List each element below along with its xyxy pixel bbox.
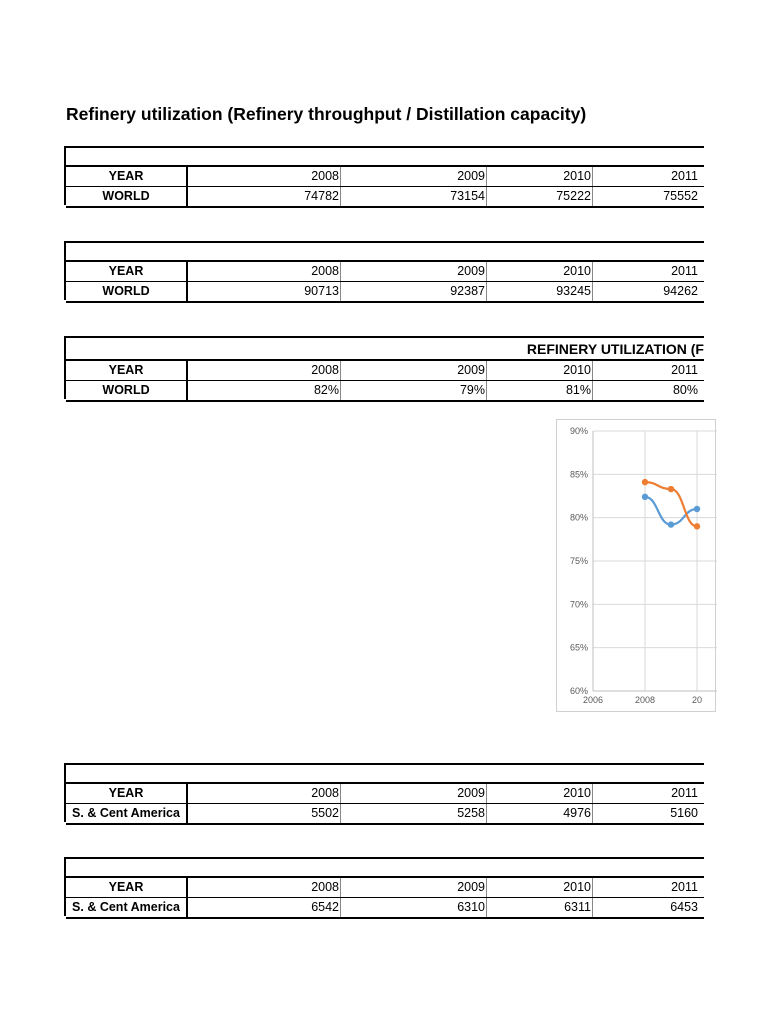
- row-label: YEAR: [66, 878, 188, 897]
- series-0-point: [642, 494, 648, 500]
- row-label: S. & Cent America: [66, 804, 188, 823]
- cell: 6311: [487, 898, 593, 917]
- cell: 2008: [188, 784, 341, 803]
- cell: 6453: [670, 900, 698, 914]
- table-row-values: [66, 804, 704, 825]
- cell: 82%: [188, 381, 341, 400]
- series-1-point: [694, 523, 700, 529]
- cell: 2011: [671, 786, 698, 800]
- y-tick-label: 60%: [569, 686, 588, 696]
- cell: 2009: [341, 361, 487, 380]
- cell: 2011: [671, 169, 698, 183]
- x-tick-label: 2008: [634, 695, 656, 705]
- cell: 93245: [487, 282, 593, 301]
- row-label: WORLD: [66, 187, 188, 206]
- table-row-years: [66, 361, 704, 381]
- table-row-years: [66, 878, 704, 898]
- y-tick-label: 85%: [569, 469, 588, 480]
- table-header: [66, 148, 704, 167]
- row-label: WORLD: [66, 381, 188, 400]
- series-0-point: [668, 521, 674, 527]
- cell: 2009: [341, 167, 487, 186]
- series-1-point: [668, 486, 674, 492]
- cell: 2010: [487, 361, 593, 380]
- table-row-values: [66, 282, 704, 303]
- table-row-values: [66, 898, 704, 919]
- row-label: YEAR: [66, 361, 188, 380]
- data-table-capacity-world: [64, 241, 704, 300]
- cell: 92387: [341, 282, 487, 301]
- cell: 2009: [341, 878, 487, 897]
- data-table-throughput-world: [64, 146, 704, 205]
- y-tick-label: 80%: [569, 512, 588, 523]
- chart-svg: [557, 420, 717, 713]
- row-label: YEAR: [66, 167, 188, 186]
- cell: 75222: [487, 187, 593, 206]
- cell: 74782: [188, 187, 341, 206]
- cell: 75552: [663, 189, 698, 203]
- cell: 5160: [670, 806, 698, 820]
- y-tick-label: 90%: [569, 426, 588, 436]
- cell: 4976: [487, 804, 593, 823]
- cell: 73154: [341, 187, 487, 206]
- cell: 81%: [487, 381, 593, 400]
- cell: 2009: [341, 784, 487, 803]
- table-row-years: [66, 784, 704, 804]
- table-row-values: [66, 381, 704, 402]
- cell: 2010: [487, 167, 593, 186]
- cell: 5258: [341, 804, 487, 823]
- row-label: S. & Cent America: [66, 898, 188, 917]
- table-header: [66, 859, 704, 878]
- x-tick-label: 20: [691, 695, 703, 705]
- cell: 2011: [671, 880, 698, 894]
- cell: 90713: [188, 282, 341, 301]
- table-header: [66, 765, 704, 784]
- row-label: WORLD: [66, 282, 188, 301]
- utilization-chart[interactable]: [556, 419, 716, 712]
- data-table-throughput-scam: [64, 763, 704, 822]
- cell: 5502: [188, 804, 341, 823]
- page-title: Refinery utilization (Refinery throughput / Distillation capacity): [66, 104, 587, 124]
- cell: 2008: [188, 262, 341, 281]
- cell: 2010: [487, 878, 593, 897]
- cell: 2010: [487, 262, 593, 281]
- cell: 2008: [188, 167, 341, 186]
- cell: 2011: [671, 264, 698, 278]
- x-tick-label: 2006: [582, 695, 604, 705]
- series-1-point: [642, 479, 648, 485]
- table-row-years: [66, 262, 704, 282]
- series-0-point: [694, 506, 700, 512]
- row-label: YEAR: [66, 784, 188, 803]
- cell: 2011: [671, 363, 698, 377]
- cell: 2008: [188, 878, 341, 897]
- y-tick-label: 65%: [569, 642, 588, 653]
- table-row-years: [66, 167, 704, 187]
- cell: 2010: [487, 784, 593, 803]
- y-tick-label: 70%: [569, 599, 588, 610]
- table-header: [66, 243, 704, 262]
- cell: 2008: [188, 361, 341, 380]
- cell: 79%: [341, 381, 487, 400]
- table-row-values: [66, 187, 704, 208]
- data-table-capacity-scam: [64, 857, 704, 916]
- cell: 6310: [341, 898, 487, 917]
- y-tick-label: 75%: [569, 556, 588, 566]
- table-header: REFINERY UTILIZATION (F: [66, 338, 704, 361]
- data-table-utilization-world: [64, 336, 704, 399]
- cell: 80%: [672, 383, 698, 397]
- row-label: YEAR: [66, 262, 188, 281]
- cell: 94262: [663, 284, 698, 298]
- cell: 6542: [188, 898, 341, 917]
- cell: 2009: [341, 262, 487, 281]
